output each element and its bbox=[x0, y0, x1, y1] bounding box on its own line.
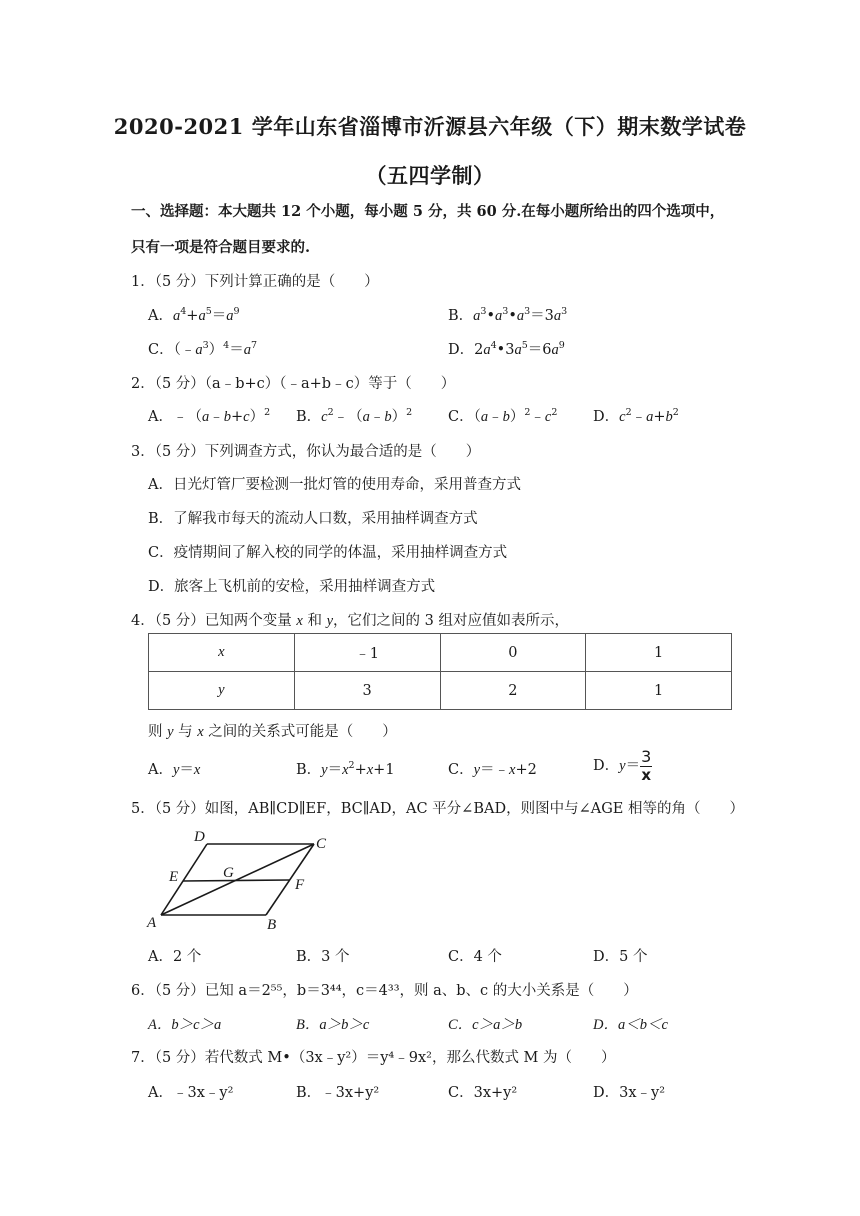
question-7-option-d: D．3x﹣y² bbox=[593, 1085, 666, 1101]
question-5-option-d: D．5 个 bbox=[593, 949, 648, 965]
question-1-option-b: B．$a^3•a^3•a^3=3a^3$ bbox=[448, 306, 568, 324]
question-2-option-c: C．$(a﹣b)^2﹣c^2$ bbox=[448, 407, 558, 425]
label-b: B bbox=[267, 917, 277, 933]
question-5-stem: 5．（5 分）如图，AB∥CD∥EF，BC∥AD，AC 平分∠BAD，则图中与∠AGE 相等的角（ ） bbox=[131, 801, 744, 817]
segment-ef bbox=[183, 880, 290, 881]
question-4-followup: 则 y 与 x 之间的关系式可能是（ ） bbox=[148, 724, 397, 740]
question-7-option-c: C．3x+y² bbox=[448, 1085, 518, 1101]
question-1-stem: 1．（5 分）下列计算正确的是（ ） bbox=[131, 274, 379, 290]
geometry-figure bbox=[140, 826, 340, 934]
table-cell: 1 bbox=[586, 634, 732, 672]
question-5-option-a: A．2 个 bbox=[148, 949, 202, 965]
table-cell: 3 bbox=[294, 672, 440, 710]
question-4-option-b: B．$y=x^2+x+1$ bbox=[296, 760, 395, 778]
question-7-option-a: A．﹣3x﹣y² bbox=[148, 1085, 234, 1101]
question-3-option-b: B．了解我市每天的流动人口数，采用抽样调查方式 bbox=[148, 511, 478, 527]
fraction: $\frac{3}{x}$ bbox=[641, 747, 652, 784]
table-cell: ﹣1 bbox=[294, 634, 440, 672]
table-cell: y bbox=[149, 672, 295, 710]
question-7-stem: 7．（5 分）若代数式 M•（3x﹣y²）＝y⁴﹣9x²，那么代数式 M 为（ ） bbox=[131, 1050, 616, 1066]
question-4-option-a: A．y＝x bbox=[148, 762, 201, 778]
question-1-option-a: A．$a^4+a^5=a^9$ bbox=[148, 306, 240, 324]
label-a: A bbox=[147, 915, 157, 931]
label-g: G bbox=[223, 865, 234, 881]
table-row bbox=[149, 672, 732, 710]
question-2-option-d: D．$c^2﹣a+b^2$ bbox=[593, 407, 679, 425]
table-cell: 1 bbox=[586, 672, 732, 710]
table-cell: x bbox=[149, 634, 295, 672]
section-instructions-line2: 只有一项是符合题目要求的. bbox=[131, 239, 311, 256]
question-1-option-d: D．$2a^4•3a^5=6a^9$ bbox=[448, 340, 565, 358]
question-3-stem: 3．（5 分）下列调查方式，你认为最合适的是（ ） bbox=[131, 444, 481, 460]
question-6-option-c: C．c＞a＞b bbox=[448, 1017, 523, 1033]
label-e: E bbox=[169, 869, 179, 885]
table-cell: 2 bbox=[440, 672, 586, 710]
question-3-option-a: A．日光灯管厂要检测一批灯管的使用寿命，采用普查方式 bbox=[148, 477, 521, 493]
question-6-option-d: D．a＜b＜c bbox=[593, 1017, 668, 1033]
exam-subtitle: （五四学制） bbox=[365, 163, 495, 188]
question-5-option-b: B．3 个 bbox=[296, 949, 350, 965]
section-instructions-line1: 一、选择题：本大题共 12 个小题，每小题 5 分，共 60 分.在每小题所给出的四个选项中， bbox=[131, 203, 725, 220]
question-2-option-a: A．﹣（a﹣b+c）$^2$ bbox=[148, 407, 271, 425]
question-4-option-d: D．y＝ $\frac{3}{x}$ bbox=[593, 747, 652, 784]
label-f: F bbox=[295, 877, 305, 893]
table-cell: 0 bbox=[440, 634, 586, 672]
label-c: C bbox=[316, 836, 327, 852]
question-7-option-b: B．﹣3x+y² bbox=[296, 1085, 380, 1101]
question-2-option-b: B．$c^2﹣(a﹣b)^2$ bbox=[296, 407, 413, 425]
question-1-option-c: C．$(﹣a^3)^4=a^7$ bbox=[148, 340, 257, 358]
question-6-stem: 6．（5 分）已知 a＝2⁵⁵，b＝3⁴⁴，c＝4³³，则 a、b、c 的大小关系是（ ） bbox=[131, 983, 638, 999]
question-3-option-c: C．疫情期间了解入校的同学的体温，采用抽样调查方式 bbox=[148, 545, 508, 561]
table-row bbox=[149, 634, 732, 672]
question-6-option-a: A．b＞c＞a bbox=[148, 1017, 222, 1033]
question-4-option-c: C．y＝﹣x+2 bbox=[448, 762, 537, 778]
question-6-option-b: B．a＞b＞c bbox=[296, 1017, 370, 1033]
exam-title: 2020-2021 学年山东省淄博市沂源县六年级（下）期末数学试卷 bbox=[113, 114, 747, 139]
label-d: D bbox=[194, 829, 205, 845]
question-5-option-c: C．4 个 bbox=[448, 949, 502, 965]
question-4-stem: 4．（5 分）已知两个变量 x 和 y，它们之间的 3 组对应值如表所示， bbox=[131, 613, 569, 629]
value-table bbox=[148, 633, 732, 710]
question-3-option-d: D．旅客上飞机前的安检，采用抽样调查方式 bbox=[148, 579, 436, 595]
question-2-stem: 2．（5 分）（a﹣b+c）（﹣a+b﹣c）等于（ ） bbox=[131, 376, 456, 392]
